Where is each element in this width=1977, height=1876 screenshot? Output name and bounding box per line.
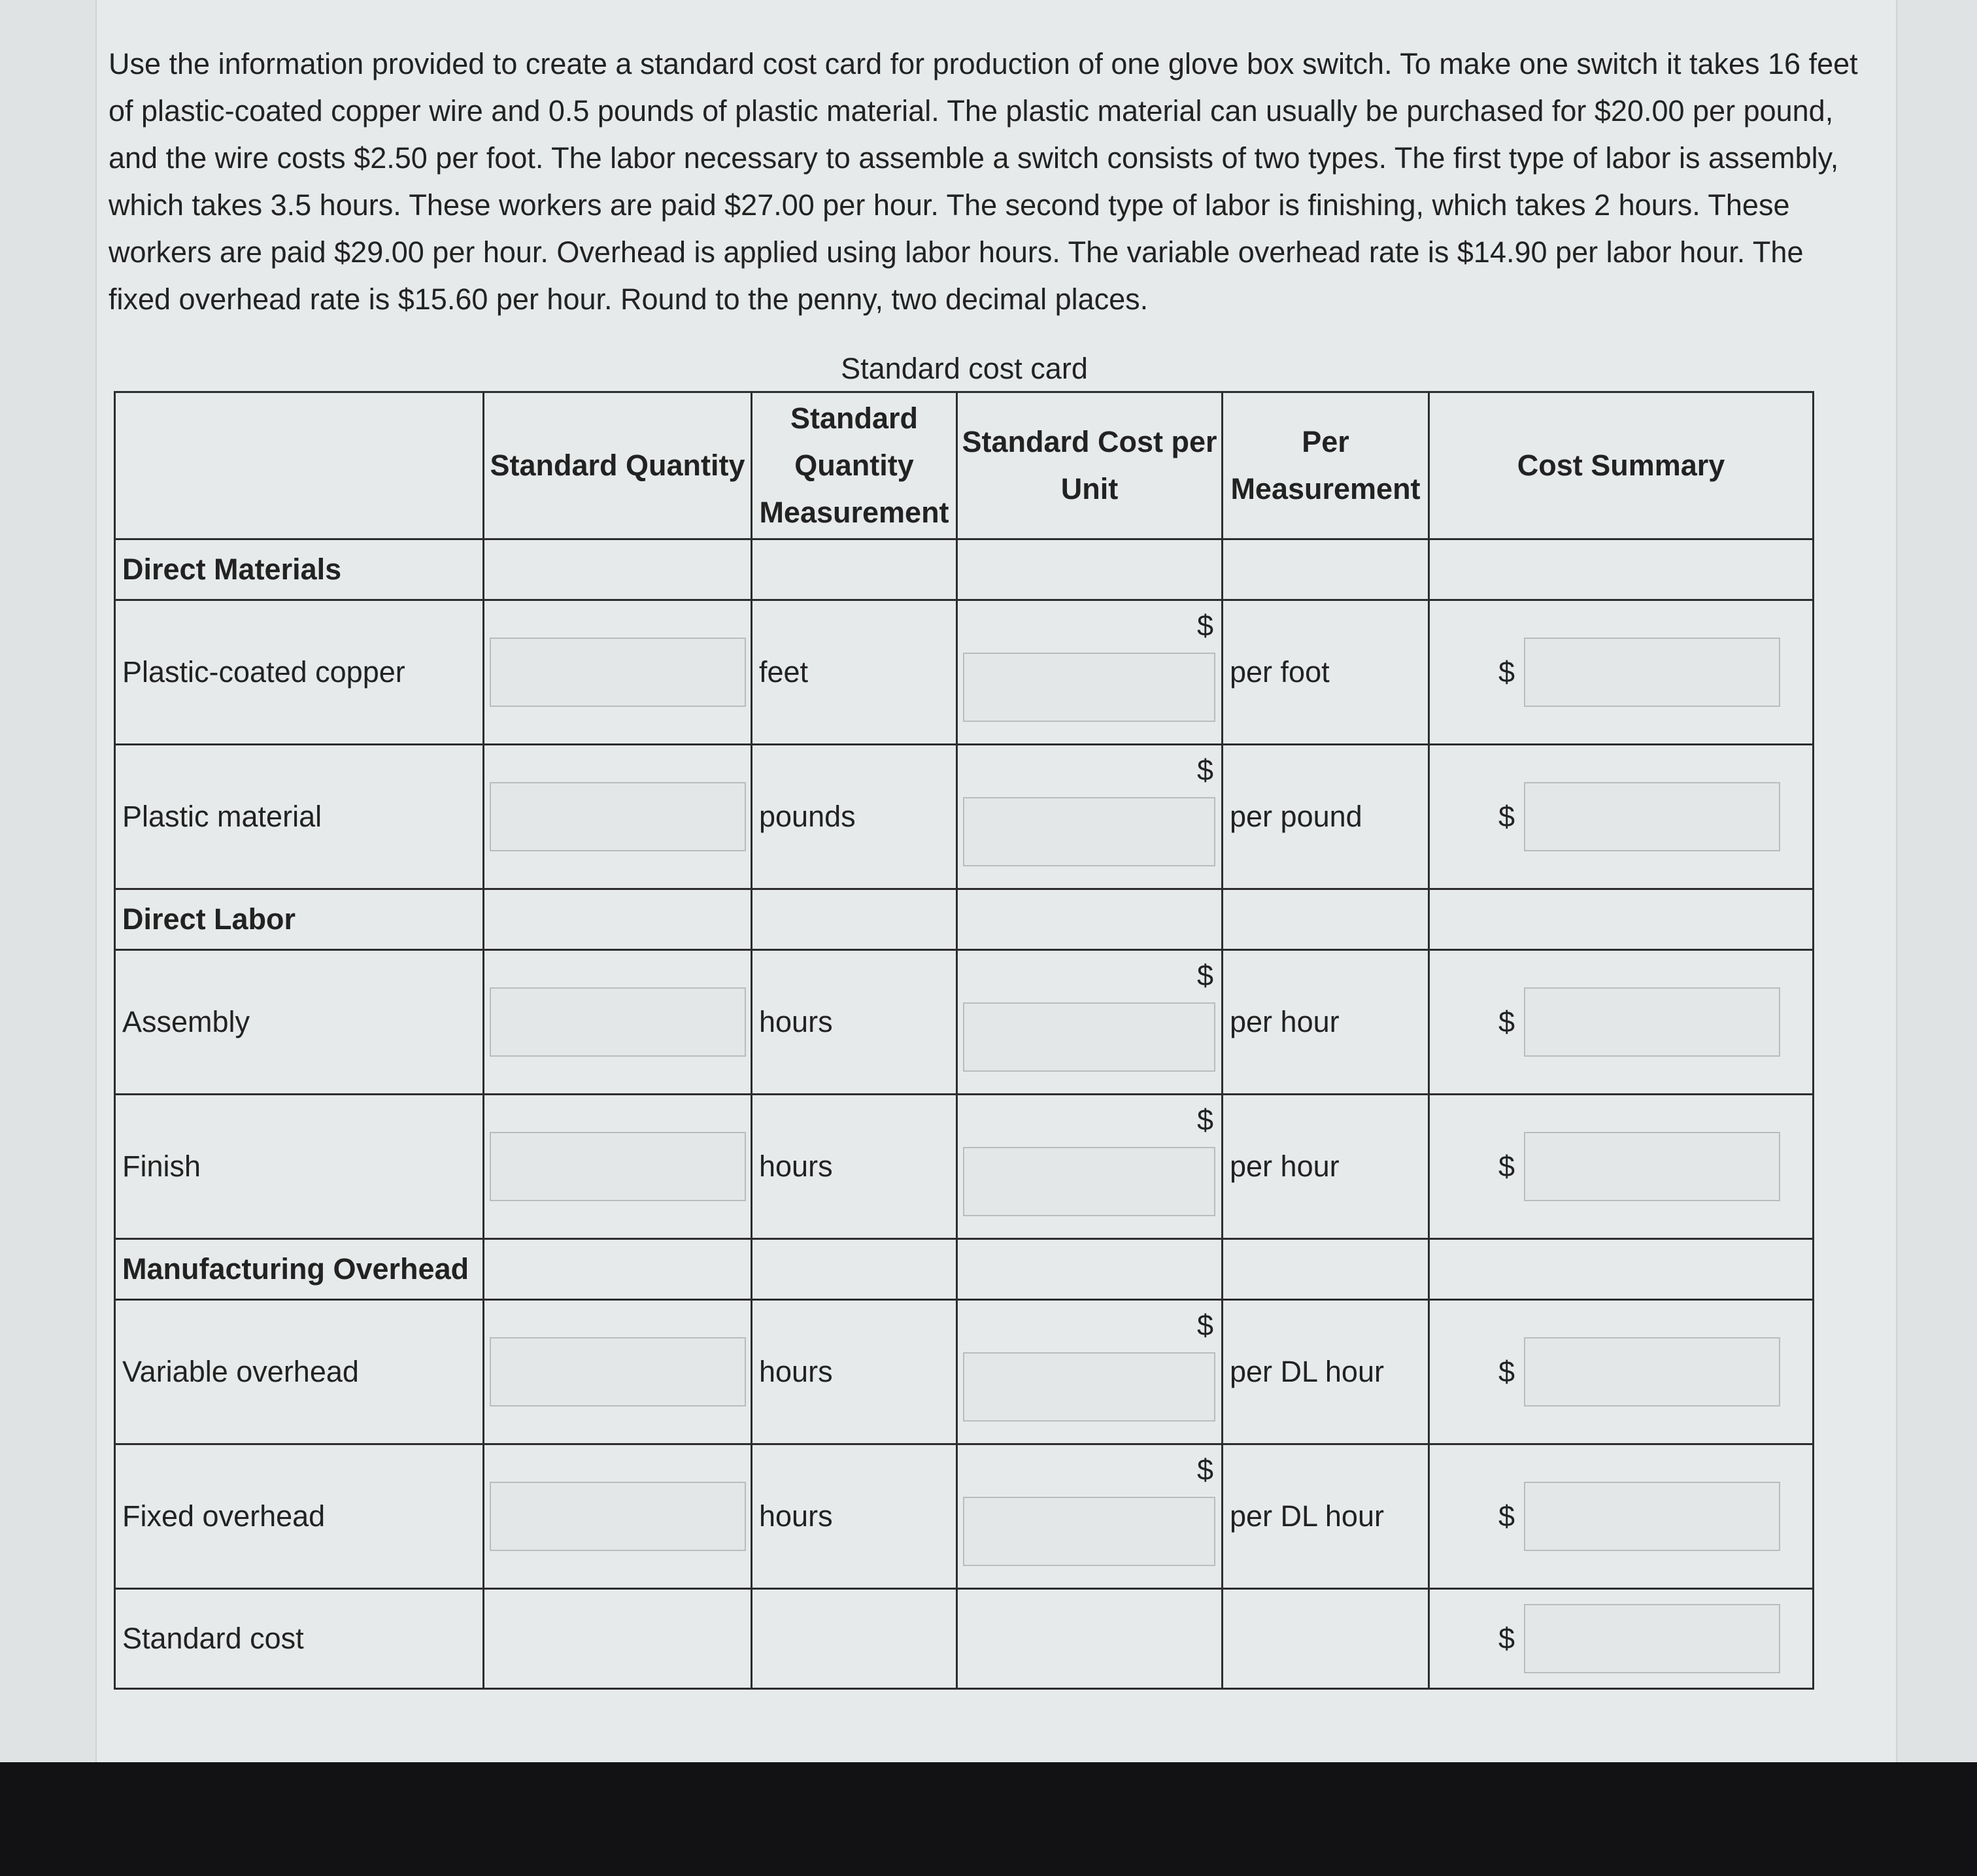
unit-label: hours [752, 1095, 957, 1239]
variable-overhead-cost-summary-input[interactable] [1524, 1337, 1780, 1407]
copper-cost-per-unit-input[interactable] [963, 653, 1215, 722]
row-label: Assembly [115, 950, 484, 1095]
row-fixed-overhead [115, 1444, 1814, 1589]
finish-cost-summary-input[interactable] [1524, 1132, 1780, 1201]
dollar-sign: $ [1196, 1308, 1213, 1342]
dollar-sign: $ [1498, 800, 1515, 833]
variable-overhead-cost-per-unit-input[interactable] [963, 1352, 1215, 1422]
unit-label: hours [752, 950, 957, 1095]
unit-label: hours [752, 1444, 957, 1589]
per-measurement-label: per pound [1223, 745, 1429, 889]
variable-overhead-quantity-input[interactable] [490, 1337, 746, 1407]
laptop-bezel [0, 1762, 1977, 1876]
dollar-sign: $ [1498, 1150, 1515, 1183]
per-measurement-label: per foot [1223, 600, 1429, 745]
section-label-direct-materials: Direct Materials [115, 539, 484, 600]
row-assembly [115, 950, 1814, 1095]
dollar-sign: $ [1498, 1499, 1515, 1533]
per-measurement-label: per hour [1223, 1095, 1429, 1239]
row-label: Plastic-coated copper [115, 600, 484, 745]
row-plastic-material [115, 745, 1814, 889]
unit-label: pounds [752, 745, 957, 889]
assembly-cost-summary-input[interactable] [1524, 987, 1780, 1057]
section-label-manufacturing-overhead: Manufacturing Overhead [115, 1239, 484, 1300]
plastic-cost-per-unit-input[interactable] [963, 797, 1215, 866]
row-label: Variable overhead [115, 1300, 484, 1444]
row-variable-overhead [115, 1300, 1814, 1444]
standard-cost-total-input[interactable] [1524, 1604, 1780, 1673]
row-label: Standard cost [115, 1589, 484, 1689]
header-row [115, 392, 1814, 539]
dollar-sign: $ [1498, 655, 1515, 689]
row-label: Plastic material [115, 745, 484, 889]
row-label: Finish [115, 1095, 484, 1239]
section-label-direct-labor: Direct Labor [115, 889, 484, 950]
header-blank [115, 392, 484, 539]
row-standard-cost [115, 1589, 1814, 1689]
dollar-sign: $ [1498, 1005, 1515, 1038]
section-row-direct-materials [115, 539, 1814, 600]
standard-cost-card-table [114, 391, 1814, 1690]
plastic-cost-summary-input[interactable] [1524, 782, 1780, 851]
unit-label: hours [752, 1300, 957, 1444]
assembly-cost-per-unit-input[interactable] [963, 1002, 1215, 1072]
per-measurement-label: per DL hour [1223, 1444, 1429, 1589]
dollar-sign: $ [1498, 1622, 1515, 1655]
section-row-manufacturing-overhead [115, 1239, 1814, 1300]
row-plastic-coated-copper [115, 600, 1814, 745]
dollar-sign: $ [1196, 753, 1213, 787]
unit-label: feet [752, 600, 957, 745]
header-cost-per-unit: Standard Cost per Unit [957, 392, 1223, 539]
dollar-sign: $ [1196, 609, 1213, 642]
plastic-quantity-input[interactable] [490, 782, 746, 851]
fixed-overhead-quantity-input[interactable] [490, 1482, 746, 1551]
finish-cost-per-unit-input[interactable] [963, 1147, 1215, 1216]
per-measurement-label: per hour [1223, 950, 1429, 1095]
card-title: Standard cost card [841, 352, 1088, 385]
row-finish [115, 1095, 1814, 1239]
problem-statement: Use the information provided to create a standard cost card for production of one glove box switch. To make one switch it takes 16 feet of plastic-coated copper wire and 0.5 pounds of plastic material. The plastic material can usually be purchased for $20.00 per pound, and the wire costs $2.50 per foot. The labor necessary to assemble a switch consists of two types. The first type of labor is assembly, which takes 3.5 hours. These workers are paid $27.00 per hour. The second type of labor is finishing, which takes 2 hours. These workers are paid $29.00 per hour. Overhead is applied using labor hours. The variable overhead rate is $14.90 per labor hour. The fixed overhead rate is $15.60 per hour. Round to the penny, two decimal places. [109, 47, 1858, 316]
per-measurement-label: per DL hour [1223, 1300, 1429, 1444]
header-qty-measurement: Standard Quantity Measurement [752, 392, 957, 539]
header-cost-summary: Cost Summary [1429, 392, 1814, 539]
header-per-measurement: Per Measurement [1223, 392, 1429, 539]
copper-quantity-input[interactable] [490, 638, 746, 707]
fixed-overhead-cost-summary-input[interactable] [1524, 1482, 1780, 1551]
assembly-quantity-input[interactable] [490, 987, 746, 1057]
dollar-sign: $ [1196, 1103, 1213, 1136]
dollar-sign: $ [1498, 1355, 1515, 1388]
copper-cost-summary-input[interactable] [1524, 638, 1780, 707]
section-row-direct-labor [115, 889, 1814, 950]
dollar-sign: $ [1196, 959, 1213, 992]
finish-quantity-input[interactable] [490, 1132, 746, 1201]
fixed-overhead-cost-per-unit-input[interactable] [963, 1497, 1215, 1566]
header-standard-quantity: Standard Quantity [484, 392, 752, 539]
row-label: Fixed overhead [115, 1444, 484, 1589]
dollar-sign: $ [1196, 1453, 1213, 1486]
